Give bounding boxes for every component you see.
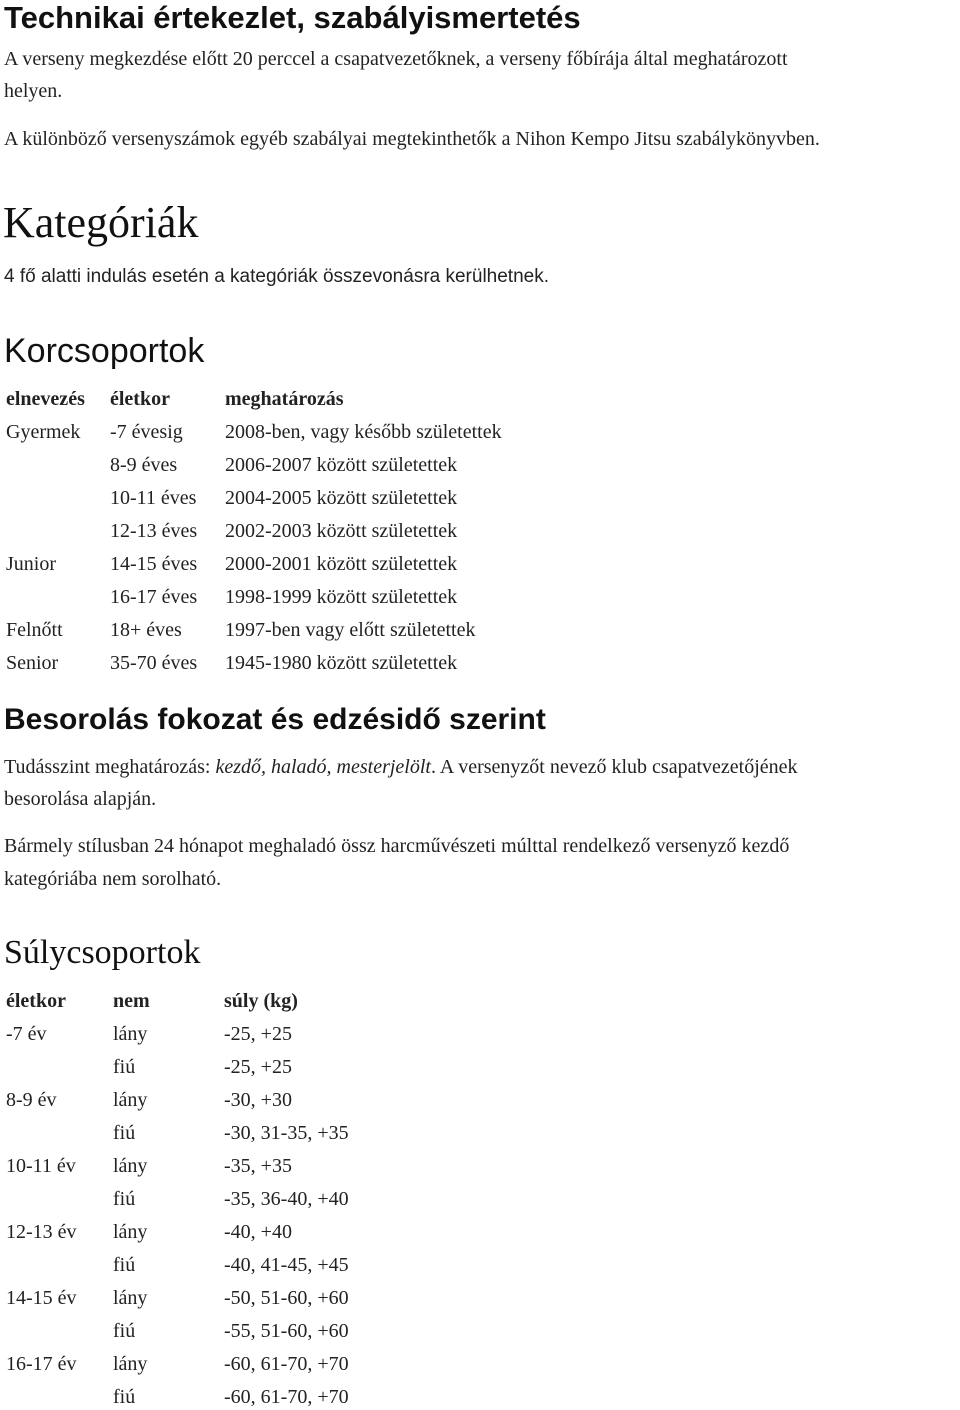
table-header-cell: súly (kg) [224, 990, 298, 1012]
table-cell: 16-17 éves [110, 586, 198, 608]
table-cell: -7 évesig [110, 421, 183, 443]
table-cell: Junior [6, 553, 56, 575]
table-cell: fiú [113, 1056, 136, 1078]
table-cell: 35-70 éves [110, 652, 198, 674]
section-heading-technikai: Technikai értekezlet, szabályismertetés [4, 0, 581, 35]
section-heading-besorolas: Besorolás fokozat és edzésidő szerint [4, 703, 546, 736]
paragraph-line: helyen. [4, 80, 63, 102]
table-cell: -60, 61-70, +70 [224, 1353, 349, 1375]
table-cell: 2008-ben, vagy később születettek [225, 421, 502, 443]
table-header-cell: meghatározás [225, 388, 344, 410]
table-cell: 1998-1999 között születettek [225, 586, 458, 608]
table-cell: -55, 51-60, +60 [224, 1320, 349, 1342]
table-cell: Senior [6, 652, 59, 674]
table-cell: 14-15 év [6, 1287, 77, 1309]
table-cell: 18+ éves [110, 619, 182, 641]
table-cell: lány [113, 1023, 148, 1045]
table-cell: -30, +30 [224, 1089, 292, 1111]
section-heading-kategoriak: Kategóriák [3, 198, 199, 247]
table-cell: 2006-2007 között születettek [225, 454, 458, 476]
table-cell: 10-11 év [6, 1155, 76, 1177]
text-run: Tudásszint meghatározás: [4, 756, 216, 778]
table-header-cell: életkor [6, 990, 66, 1012]
paragraph-line: A verseny megkezdése előtt 20 perccel a csapatvezetőknek, a verseny főbírája által meghatározott [4, 48, 788, 70]
table-cell: 12-13 éves [110, 520, 198, 542]
table-cell: lány [113, 1155, 148, 1177]
paragraph-line: Bármely stílusban 24 hónapot meghaladó össz harcművészeti múlttal rendelkező versenyző kezdő [4, 835, 790, 857]
table-cell: 10-11 éves [110, 487, 197, 509]
paragraph: A különböző versenyszámok egyéb szabályai megtekinthetők a Nihon Kempo Jitsu szabálykönyvben. [4, 128, 820, 150]
table-cell: 1997-ben vagy előtt születettek [225, 619, 476, 641]
table-cell: -40, 41-45, +45 [224, 1254, 349, 1276]
table-cell: -35, 36-40, +40 [224, 1188, 349, 1210]
table-cell: fiú [113, 1386, 136, 1408]
table-cell: 2000-2001 között születettek [225, 553, 458, 575]
paragraph: 4 fő alatti indulás esetén a kategóriák összevonásra kerülhetnek. [4, 266, 549, 287]
text-run: . A versenyzőt nevező klub csapatvezetőjének [430, 756, 798, 778]
table-cell: -50, 51-60, +60 [224, 1287, 349, 1309]
table-cell: lány [113, 1089, 148, 1111]
paragraph-line [4, 756, 798, 779]
table-cell: -60, 61-70, +70 [224, 1386, 349, 1408]
table-cell: 8-9 éves [110, 454, 178, 476]
paragraph-line: kategóriába nem sorolható. [4, 868, 222, 890]
table-cell: fiú [113, 1122, 136, 1144]
table-cell: lány [113, 1221, 148, 1243]
table-cell: -25, +25 [224, 1023, 292, 1045]
table-cell: -35, +35 [224, 1155, 292, 1177]
table-cell: 8-9 év [6, 1089, 57, 1111]
table-cell: fiú [113, 1188, 136, 1210]
table-cell: -40, +40 [224, 1221, 292, 1243]
table-cell: 2002-2003 között születettek [225, 520, 458, 542]
section-heading-sulycsoportok: Súlycsoportok [4, 934, 201, 971]
table-cell: -7 év [6, 1023, 47, 1045]
table-cell: Felnőtt [6, 619, 63, 641]
table-cell: 14-15 éves [110, 553, 198, 575]
table-cell: lány [113, 1353, 148, 1375]
table-cell: lány [113, 1287, 148, 1309]
table-cell: 12-13 év [6, 1221, 77, 1243]
table-cell: 16-17 év [6, 1353, 77, 1375]
table-cell: -30, 31-35, +35 [224, 1122, 349, 1144]
table-cell: fiú [113, 1254, 136, 1276]
section-heading-korcsoportok: Korcsoportok [4, 332, 205, 370]
table-cell: Gyermek [6, 421, 81, 443]
table-cell: 1945-1980 között születettek [225, 652, 458, 674]
table-cell: 2004-2005 között születettek [225, 487, 458, 509]
table-cell: -25, +25 [224, 1056, 292, 1078]
paragraph-line: besorolása alapján. [4, 788, 157, 810]
table-header-cell: életkor [110, 388, 170, 410]
table-header-cell: elnevezés [6, 388, 85, 410]
table-header-cell: nem [113, 990, 150, 1012]
table-cell: fiú [113, 1320, 136, 1342]
italic-levels: kezdő, haladó, mesterjelölt [215, 756, 431, 778]
